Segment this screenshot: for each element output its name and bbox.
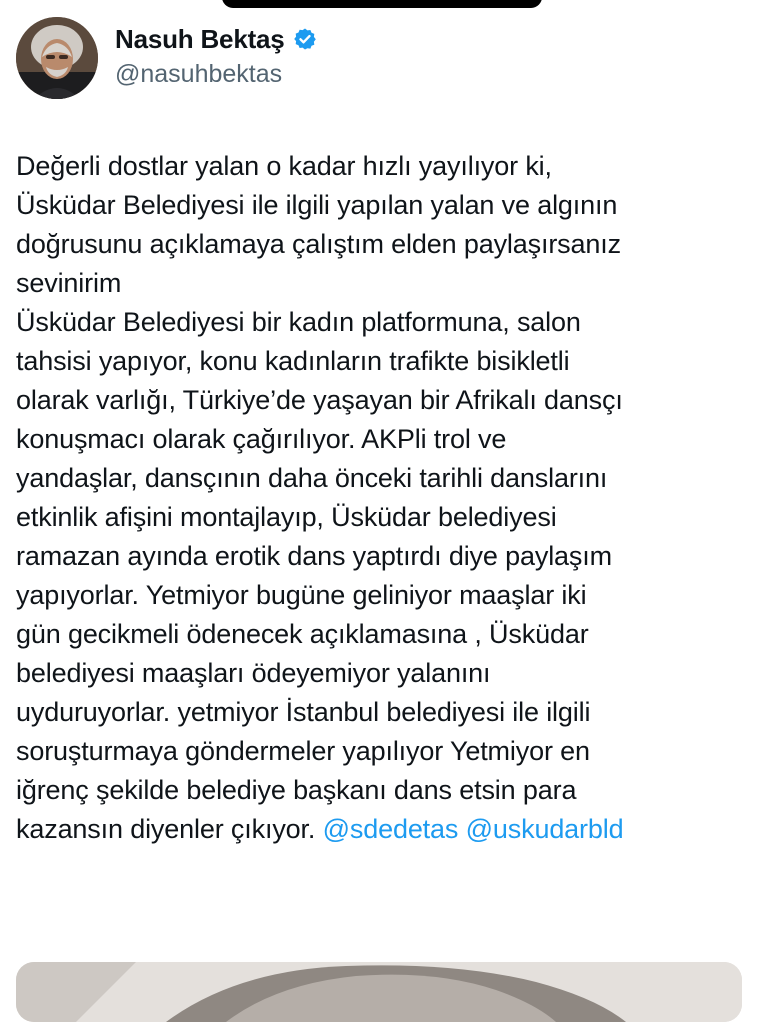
author-display-name[interactable]: Nasuh Bektaş bbox=[115, 23, 285, 54]
mention-link-uskudarbld[interactable]: @uskudarbld bbox=[465, 814, 624, 844]
tweet-media[interactable] bbox=[16, 962, 742, 1022]
tweet-text: Değerli dostlar yalan o kadar hızlı yayılıyor ki, Üsküdar Belediyesi ile ilgili yapılan yalan ve algının doğrusunu açıklamaya çalıştım elden paylaşırsanız sevinirim Üsküdar Belediyesi bir kadın platformuna, salon tahsisi yapıyor, konu kadınların trafikte bisikletli olarak varlığı, Türkiye’de yaşayan bir Afrikalı dansçı konuşmacı olarak çağırılıyor. AKPli trol ve yandaşlar, dansçının daha önceki tarihli danslarını etkinlik afişini montajlayıp, Üsküdar belediyesi ramazan ayında erotik dans yaptırdı diye paylaşım yapıyorlar. Yetmiyor bugüne geliniyor maaşlar iki gün gecikmeli ödenecek açıklamasına , Üsküdar belediyesi maaşları ödeyemiyor yalanını uyduruyorlar. yetmiyor İstanbul belediyesi ile ilgili soruşturmaya göndermeler yapılıyor Yetmiyor en iğrenç şekilde belediye başkanı dans etsin para kazansın diyenler çıkıyor. bbox=[16, 151, 623, 844]
attached-photo-icon bbox=[16, 962, 742, 1022]
mention-link-sdedetas[interactable]: @sdedetas bbox=[322, 814, 459, 844]
tweet-body bbox=[16, 147, 746, 849]
verified-badge-icon[interactable] bbox=[293, 27, 317, 51]
author-handle[interactable]: @nasuhbektas bbox=[115, 60, 283, 88]
profile-photo-icon bbox=[16, 17, 98, 99]
tweet-author bbox=[115, 22, 317, 89]
author-name-row bbox=[115, 22, 317, 56]
device-notch bbox=[222, 0, 542, 8]
avatar[interactable] bbox=[16, 17, 98, 99]
